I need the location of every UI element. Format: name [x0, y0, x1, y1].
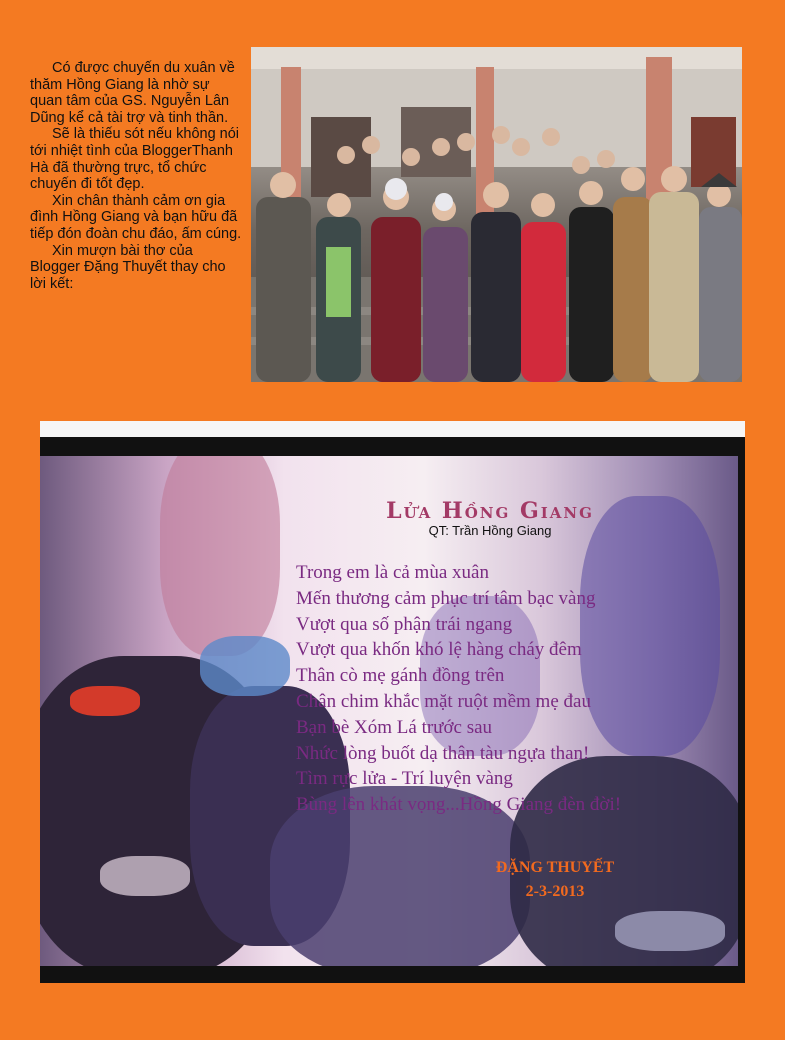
poster-background-art [40, 456, 738, 966]
intro-text [30, 60, 245, 292]
poem-author: ĐẶNG THUYẾT [495, 859, 615, 876]
group-photo-illustration [251, 47, 742, 382]
poem-line: Nhức lòng buốt dạ thân tàu ngựa than! [296, 742, 590, 764]
intro-paragraph-1: Có được chuyến du xuân về thăm Hồng Giang là nhờ sự quan tâm của GS. Nguyễn Lân Dũng kể cả tài trợ và tinh thần. [30, 60, 235, 126]
poem-date: 2-3-2013 [525, 883, 585, 900]
poem-line: Vượt qua số phận trái ngang [296, 613, 513, 635]
group-photo [251, 47, 742, 382]
poem-line: Mến thương cảm phục trí tâm bạc vàng [296, 587, 596, 609]
poem-line: Thân cò mẹ gánh đồng trên [296, 665, 505, 687]
poem-line: Bùng lên khát vọng...Hồng Giang đèn đời! [296, 794, 622, 816]
poem-poster [40, 421, 745, 983]
poem-line: Bạn bè Xóm Lá trước sau [296, 716, 493, 738]
poem-line: Vượt qua khốn khó lệ hàng cháy đêm [296, 639, 582, 661]
poem-line: Tìm rực lửa - Trí luyện vàng [296, 768, 513, 790]
poem-line: Chân chim khắc mặt ruột mềm mẹ đau [296, 690, 591, 712]
poem-title: Lửa Hồng Giang [386, 498, 594, 524]
intro-paragraph-3: Xin chân thành cảm ơn gia đình Hồng Giang và bạn hữu đã tiếp đón đoàn chu đáo, ấm cúng. [30, 192, 242, 242]
intro-paragraph-4: Xin mượn bài thơ của Blogger Đặng Thuyết thay cho lời kết: [30, 242, 226, 292]
poem-signature [495, 856, 615, 904]
poem-credit: QT: Trần Hồng Giang [428, 523, 552, 538]
poem-line: Trong em là cả mùa xuân [296, 562, 489, 583]
poem-body [296, 560, 736, 818]
intro-paragraph-2: Sẽ là thiếu sót nếu không nói tới nhiệt tình của BloggerThanh Hà đã thường trực, tổ chức chuyến đi tốt đẹp. [30, 126, 240, 193]
poster-top-strip [40, 421, 745, 437]
